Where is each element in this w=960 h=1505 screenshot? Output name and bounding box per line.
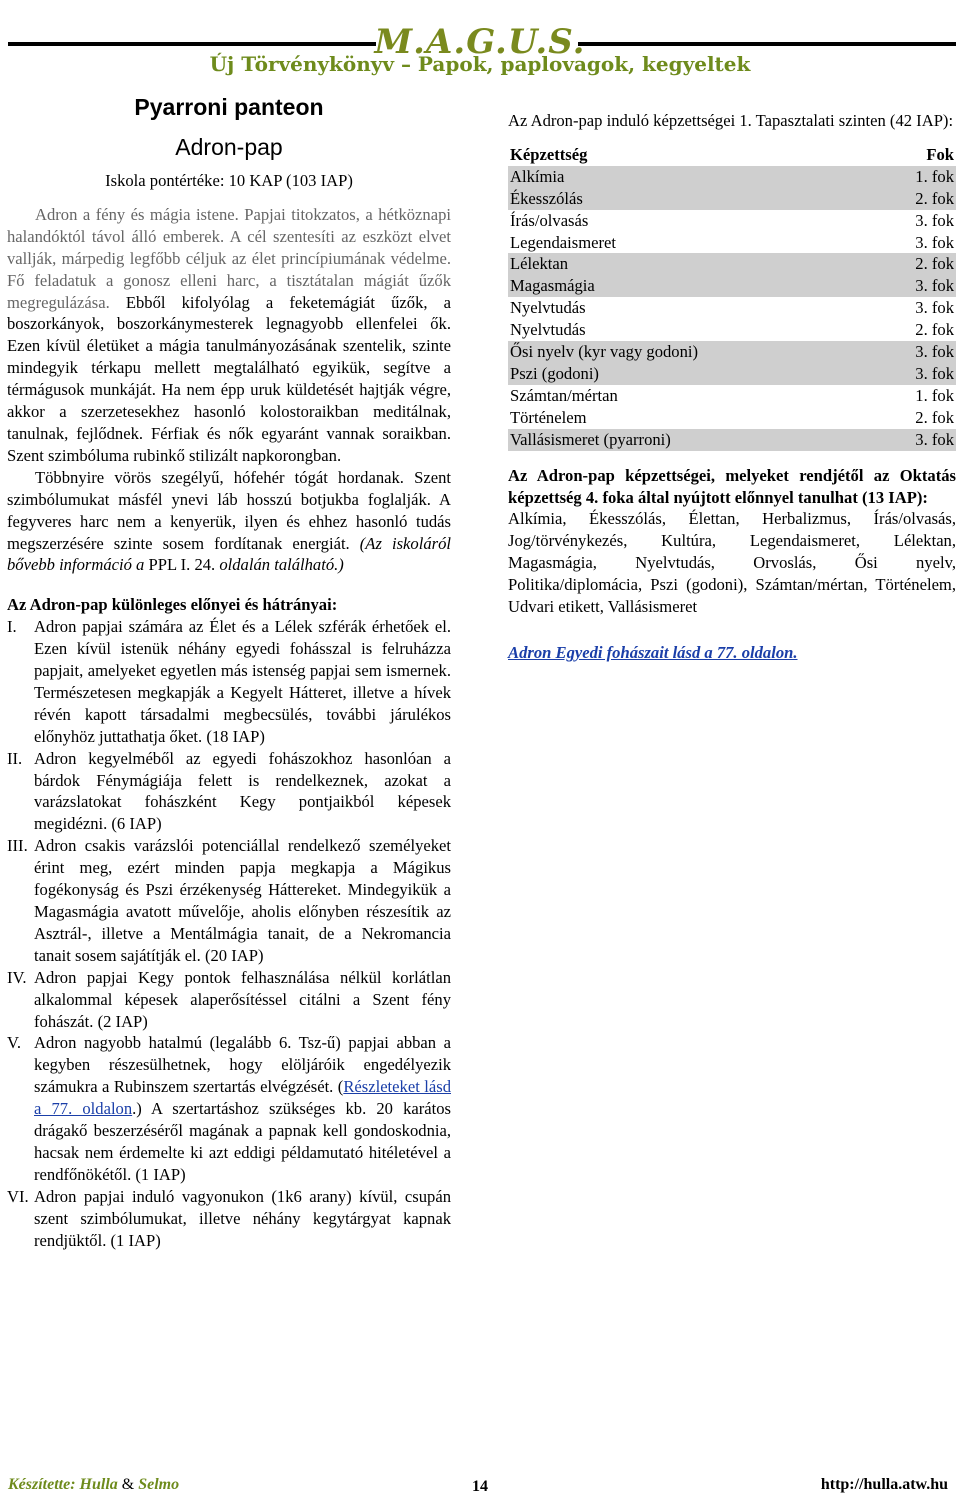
- table-row: [508, 407, 956, 429]
- attire-paragraph: Többnyire vörös szegélyű, hófehér tógát hordanak. Szent szimbólumukat másfél ynevi láb hosszú botjukba foglalják. A fegyveres harc nem a kenyerük, ilyen és ehhez hasonló tudás megszerzésére szinte sosem fordítanak energiát. (Az iskoláról bővebb információ a PPL I. 24. oldalán található.): [7, 467, 451, 575]
- list-item: IV. Adron papjai Kegy pontok felhasználása nélkül korlátlan alkalommal képesek alaperősítéssel citálni a Szent fény fohászát. (2 IAP): [7, 967, 451, 1031]
- details-link[interactable]: Részleteket lásd a 77. oldalon: [34, 1077, 451, 1119]
- education-list: Alkímia, Ékesszólás, Élettan, Herbalizmus, Írás/olvasás, Jog/törvénykezés, Kultúra, Legendaismeret, Lélektan, Magasmágia, Nyelvtudás, Orvoslás, Ősi nyelv, Politika/diplomácia, Pszi (godoni), Számtan/mértan, Történelem, Udvari etikett, Vallásismeret: [508, 509, 956, 617]
- education-title: Az Adron-pap képzettségei, melyeket rendjétől az Oktatás képzettség 4. foka által nyújtott előnnyel tanulhat (13 IAP):: [508, 465, 956, 507]
- table-row: [508, 166, 956, 188]
- skill-level: 2. fok: [874, 253, 956, 275]
- table-row: [508, 297, 956, 319]
- skill-name: Pszi (godoni): [508, 363, 874, 385]
- table-row: [508, 210, 956, 232]
- school-cost: Iskola pontértéke: 10 KAP (103 IAP): [105, 171, 353, 190]
- list-item: VI. Adron papjai induló vagyonukon (1k6 arany) kívül, csupán szent szimbólumukat, illetve néhány kegytárgyat kapnak rendjüktől. (1 IAP): [7, 1186, 451, 1250]
- left-column: [7, 90, 451, 1252]
- table-row: [508, 341, 956, 363]
- intro-paragraph: Adron a fény és mágia istene. Papjai titokzatos, a hétköznapi halandóktól távol álló emberek. A cél szentesíti az eszközt elvet vallják, márpedig legfőbb céljuk az élet princípiumának védelme. Fő feladatuk a gonosz elleni harc, a tisztátalan mágiát űzők megregulázása. Ebből kifolyólag a feketemágiát űzők, a boszorkányok, boszorkánymesterek legnagyobb ellenfelei ők. Ezen kívül életüket a mágia tanulmányozásának szentelik, szinte mindegyik térkapu mellett megtalálható egyikük, segítve a térmágusok munkáját. Ha nem épp uruk küldetését hajtják végre, akkor a szerzetesekhez hasonló kolostoraikban meditálnak, tanulnak, fejlődnek. Férfiak és nők egyaránt vannak soraikban. Szent szimbóluma rubinkő stilizált napkorongban.: [7, 204, 451, 465]
- prayers-link[interactable]: Adron Egyedi fohászait lásd a 77. oldalon.: [508, 642, 798, 662]
- level-column-header: Fok: [926, 144, 954, 164]
- skill-column-header: Képzettség: [510, 144, 588, 164]
- skill-level: 2. fok: [874, 188, 956, 210]
- page-title: Pyarroni panteon: [134, 94, 324, 120]
- footer-credits: Készítette: Hulla & Selmo: [8, 1476, 180, 1493]
- list-item: III. Adron csakis varázslói potenciállal rendelkező személyeket érint meg, ezért minden papja megkapja a Mágikus fogékonyság és Pszi érzékenység Háttereket. Mindegyikük a Magasmágia avatott művelője, aholis előnyben részesítik az Asztrál-, illetve a Mentálmágia tanait, de a Nekromancia tanait sosem sajátítják el. (20 IAP): [7, 836, 451, 965]
- list-item: V. Adron nagyobb hatalmú (legalább 6. Tsz-ű) papjai abban a kegyben részesülhetnek, hogy elöljáróik engedélyezik számukra a Rubinszem szertartás elvégzését. (Részleteket lásd a 77. oldalon.) A szertartáshoz szükséges kb. 20 karátos drágakő beszerzéséről magának a papnak kell gondoskodnia, hacsak nem érdemelte ki azt eddigi példamutató hitéletével a rendfőnökétől. (1 IAP): [7, 1033, 451, 1184]
- skill-name: Legendaismeret: [510, 232, 616, 252]
- class-title: Adron-pap: [175, 134, 283, 160]
- skills-table: [508, 144, 956, 451]
- section-heading: Az Adron-pap különleges előnyei és hátrányai:: [7, 595, 338, 615]
- skill-level: 3. fok: [915, 298, 954, 318]
- skill-name: Történelem: [510, 407, 587, 427]
- table-row: [508, 188, 956, 210]
- skill-level: 2. fok: [915, 320, 954, 340]
- table-row: [508, 429, 956, 451]
- skill-level: 3. fok: [915, 210, 954, 230]
- skill-level: 3. fok: [874, 363, 956, 385]
- skill-name: Ősi nyelv (kyr vagy godoni): [508, 341, 874, 363]
- skill-name: Alkímia: [508, 166, 874, 188]
- table-row: [508, 275, 956, 297]
- skill-name: Vallásismeret (pyarroni): [508, 429, 874, 451]
- skill-name: Magasmágia: [508, 275, 874, 297]
- skills-intro: Az Adron-pap induló képzettségei 1. Tapasztalati szinten (42 IAP):: [508, 111, 954, 130]
- page-number: 14: [472, 1478, 488, 1495]
- skill-name: Nyelvtudás: [510, 320, 586, 340]
- list-item: II. Adron kegyelméből az egyedi fohászokhoz hasonlóan a bárdok Fénymágiája felett is rendelkeznek, azokat a varázslatokat fohászként Kegy pontjaikból képesek megidézni. (6 IAP): [7, 748, 451, 834]
- page-footer: [0, 1476, 960, 1500]
- table-row: [508, 319, 956, 341]
- book-subtitle: Új Törvénykönyv – Papok, paplovagok, kegyeltek: [209, 52, 751, 76]
- skill-name: Nyelvtudás: [510, 298, 586, 318]
- table-row: [508, 253, 956, 275]
- skill-level: 2. fok: [915, 407, 954, 427]
- skill-name: Számtan/mértan: [510, 385, 618, 405]
- prayers-paragraph: [508, 642, 956, 664]
- skill-level: 1. fok: [915, 385, 954, 405]
- skill-name: Lélektan: [508, 253, 874, 275]
- skill-level: 1. fok: [874, 166, 956, 188]
- skill-name: Írás/olvasás: [510, 210, 589, 230]
- list-item: I. Adron papjai számára az Élet és a Lélek szférák érhetőek el. Ezen kívül istenük néhány egyedi fohásszal is felruházza papjait, amelyeket egyetlen más istenség papjai sem ismernek. Természetesen megkapják a Kegyelt Hátteret, illetve a hívek révén kapott társadalmi megbecsülés, további járulékos előnyhöz juttathatja őket. (18 IAP): [7, 617, 451, 746]
- table-row: [508, 363, 956, 385]
- footer-url[interactable]: http://hulla.atw.hu: [820, 1476, 948, 1493]
- magus-logo: M.A.G.U.S.: [374, 22, 586, 62]
- table-row: [508, 232, 956, 254]
- skill-level: 3. fok: [874, 275, 956, 297]
- skill-level: 3. fok: [874, 341, 956, 363]
- table-row: [508, 385, 956, 407]
- skill-name: Ékesszólás: [508, 188, 874, 210]
- right-column: [508, 110, 956, 664]
- skill-level: 3. fok: [874, 429, 956, 451]
- skill-level: 3. fok: [915, 232, 954, 252]
